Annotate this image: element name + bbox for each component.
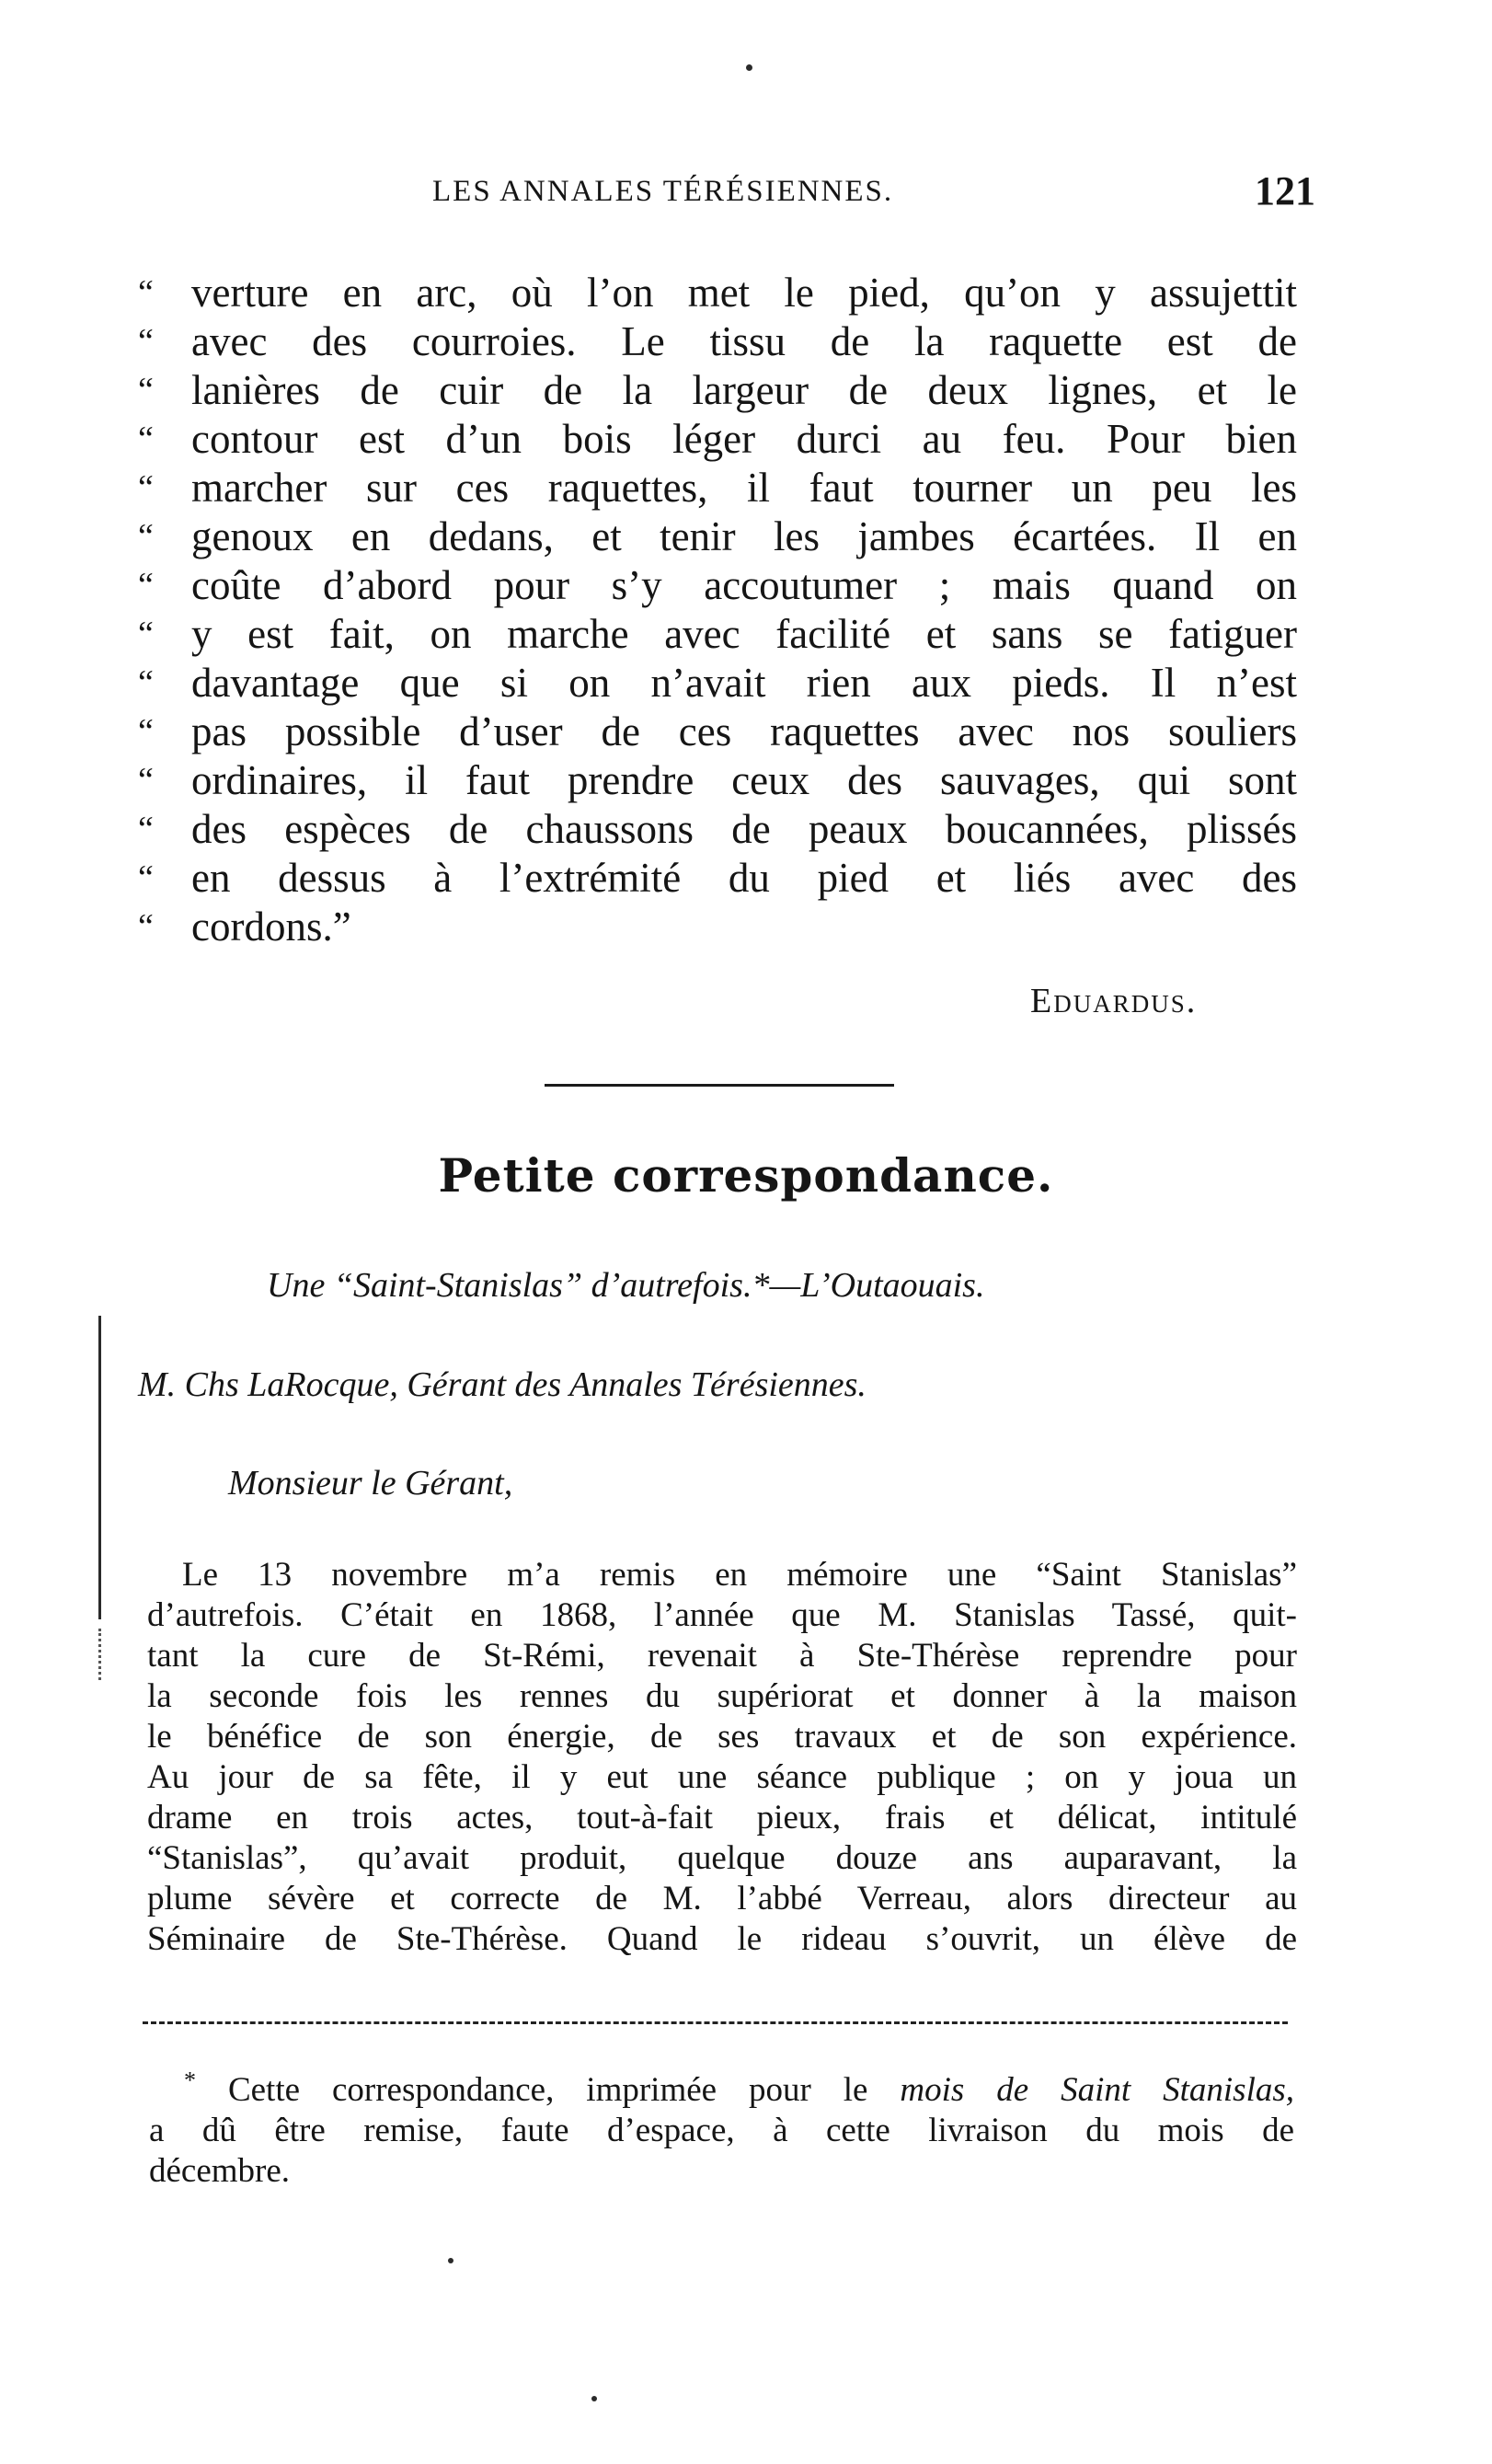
quote-line-text: des espèces de chaussons de peaux boucannées, plissés — [191, 806, 1297, 852]
quote-mark: “ — [138, 468, 154, 507]
quote-line — [138, 415, 1297, 464]
body-line: le bénéfice de son énergie, de ses travaux et de son expérience. — [147, 1718, 1297, 1756]
quote-mark: “ — [138, 566, 154, 604]
quote-line-text: verture en arc, où l’on met le pied, qu’on y assujettit — [191, 270, 1297, 316]
letter-body — [147, 1555, 1297, 1960]
quote-line-text: ordinaires, il faut prendre ceux des sauvages, qui sont — [191, 757, 1297, 803]
body-line: la seconde fois les rennes du supériorat et donner à la maison — [147, 1677, 1297, 1715]
body-line: Au jour de sa fête, il y eut une séance publique ; on y joua un — [147, 1758, 1297, 1796]
quoted-passage — [138, 269, 1297, 951]
quote-line — [138, 708, 1297, 756]
footnote-text-start: Cette correspondance, imprimée pour le — [227, 2071, 901, 2109]
quote-line-text: contour est d’un bois léger durci au feu. Pour bien — [191, 416, 1297, 462]
quote-line — [138, 659, 1297, 708]
section-divider — [545, 1084, 894, 1087]
quote-mark: “ — [138, 420, 154, 458]
quote-line — [138, 854, 1297, 903]
quote-line — [138, 610, 1297, 659]
quote-mark: “ — [138, 322, 154, 361]
body-line: plume sévère et correcte de M. l’abbé Verreau, alors directeur au — [147, 1880, 1297, 1917]
margin-dotted-mark — [98, 1629, 104, 1680]
author-signature: Eduardus. — [1030, 982, 1198, 1020]
quote-mark: “ — [138, 858, 154, 897]
quote-mark: “ — [138, 371, 154, 409]
quote-line — [138, 561, 1297, 610]
quote-mark: “ — [138, 810, 154, 848]
quote-line-text: pas possible d’user de ces raquettes avec nos souliers — [191, 708, 1297, 754]
quote-line-text: cordons.” — [191, 904, 351, 950]
quote-line — [138, 756, 1297, 805]
quote-line — [138, 903, 1297, 951]
quote-line — [138, 512, 1297, 561]
body-line: Le 13 novembre m’a remis en mémoire une “Saint Stanislas” — [182, 1556, 1297, 1594]
quote-mark: “ — [138, 907, 154, 946]
quote-line-text: genoux en dedans, et tenir les jambes écartées. Il en — [191, 513, 1297, 559]
quote-line — [138, 317, 1297, 366]
footnote-marker: * — [184, 2067, 196, 2094]
quote-line-text: lanières de cuir de la largeur de deux lignes, et le — [191, 367, 1297, 413]
quote-line — [138, 269, 1297, 317]
quote-mark: “ — [138, 761, 154, 800]
quote-mark: “ — [138, 663, 154, 702]
section-title: Petite correspondance. — [438, 1148, 1054, 1203]
page-speck — [746, 64, 752, 71]
quote-mark: “ — [138, 517, 154, 556]
footnote-line: a dû être remise, faute d’espace, à cette livraison du mois de — [149, 2112, 1294, 2149]
page-number: 121 — [1255, 168, 1315, 213]
footnote-italic-text: mois de Saint Stanislas, — [900, 2071, 1294, 2109]
quote-line-text: marcher sur ces raquettes, il faut tourner un peu les — [191, 465, 1297, 511]
footnote — [149, 2067, 1294, 2192]
body-line: tant la cure de St-Rémi, revenait à Ste-Thérèse reprendre pour — [147, 1637, 1297, 1675]
quote-line-text: coûte d’abord pour s’y accoutumer ; mais quand on — [191, 562, 1297, 608]
quote-mark: “ — [138, 273, 154, 312]
margin-mark — [98, 1316, 101, 1619]
running-title: LES ANNALES TÉRÉSIENNES. — [432, 175, 894, 208]
quote-line-text: en dessus à l’extrémité du pied et liés avec des — [191, 855, 1297, 901]
body-line: Séminaire de Ste-Thérèse. Quand le rideau s’ouvrit, un élève de — [147, 1920, 1297, 1958]
footnote-line — [149, 2067, 1294, 2111]
running-header — [138, 168, 1334, 221]
footnote-divider — [143, 2021, 1288, 2024]
quote-line — [138, 366, 1297, 415]
quote-line-text: davantage que si on n’avait rien aux pieds. Il n’est — [191, 660, 1297, 706]
letter-addressee: M. Chs LaRocque, Gérant des Annales Térésiennes. — [138, 1365, 867, 1404]
body-line: d’autrefois. C’était en 1868, l’année que M. Stanislas Tassé, quit- — [147, 1596, 1297, 1634]
quote-mark: “ — [138, 712, 154, 751]
letter-subtitle: Une “Saint-Stanislas” d’autrefois.*—L’Outaouais. — [267, 1266, 985, 1305]
quote-line-text: y est fait, on marche avec facilité et sans se fatiguer — [191, 611, 1297, 657]
quote-line — [138, 805, 1297, 854]
quote-mark: “ — [138, 615, 154, 653]
quote-line-text: avec des courroies. Le tissu de la raquette est de — [191, 318, 1297, 364]
letter-salutation: Monsieur le Gérant, — [228, 1464, 513, 1503]
page-speck — [448, 2258, 453, 2263]
footnote-line: décembre. — [149, 2152, 291, 2190]
quote-line — [138, 464, 1297, 512]
body-line: drame en trois actes, tout-à-fait pieux, frais et délicat, intitulé — [147, 1799, 1297, 1836]
page-speck — [591, 2396, 597, 2401]
body-line: “Stanislas”, qu’avait produit, quelque douze ans auparavant, la — [147, 1839, 1297, 1877]
